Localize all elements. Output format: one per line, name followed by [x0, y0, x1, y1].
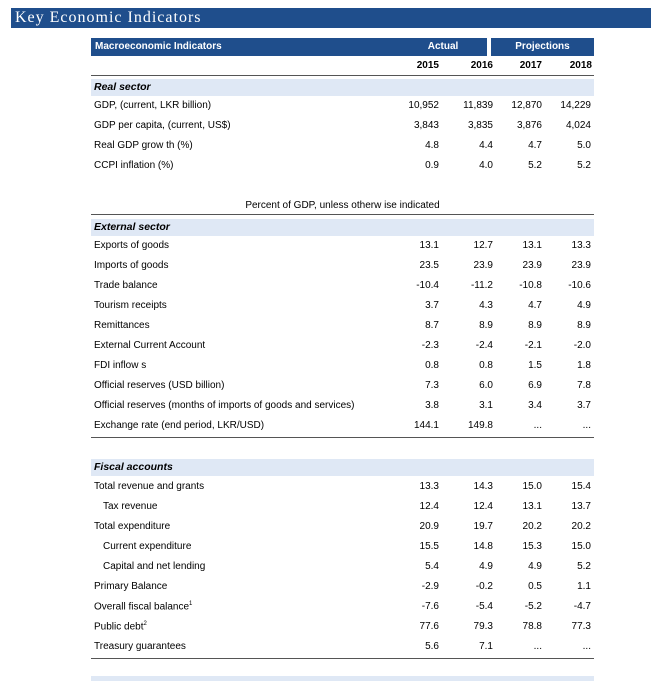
cell-2018: 4,024: [565, 120, 591, 131]
cell-2018: 1.1: [577, 581, 591, 592]
row-label-text: Total expenditure: [94, 521, 171, 532]
cell-2016: 4.3: [479, 300, 493, 311]
section-real: [91, 79, 594, 96]
cell-2018: -4.7: [573, 601, 591, 612]
header-actual: Actual: [427, 41, 459, 52]
row-label: [94, 400, 354, 411]
cell-2016: -11.2: [470, 280, 493, 291]
table-row: [91, 597, 594, 617]
cell-2018: 5.2: [577, 160, 591, 171]
year-2018: 2018: [569, 60, 592, 71]
cell-2017: -5.2: [524, 601, 542, 612]
cell-2018: ...: [582, 420, 591, 431]
cell-2018: -2.0: [573, 340, 591, 351]
cell-2017: 23.9: [522, 260, 542, 271]
cell-2015: -10.4: [416, 280, 439, 291]
table-row: [91, 376, 594, 396]
cell-2018: 15.0: [571, 541, 591, 552]
cell-2016: -2.4: [475, 340, 493, 351]
cell-2017: 13.1: [522, 240, 542, 251]
cell-2018: 13.3: [571, 240, 591, 251]
row-label: [94, 621, 147, 632]
table-row: [91, 416, 594, 436]
cell-2017: 15.0: [522, 481, 542, 492]
cell-2016: -0.2: [475, 581, 493, 592]
cell-2017: 20.2: [522, 521, 542, 532]
cell-2017: 8.9: [528, 320, 542, 331]
cell-2017: 4.9: [528, 561, 542, 572]
section-rule: [91, 658, 594, 659]
cell-2016: 149.8: [467, 420, 493, 431]
cell-2017: 0.5: [528, 581, 542, 592]
cell-2016: 4.9: [479, 561, 493, 572]
row-label: [94, 300, 167, 311]
cell-2015: 12.4: [419, 501, 439, 512]
cell-2018: 77.3: [571, 621, 591, 632]
cell-2018: 8.9: [577, 320, 591, 331]
cell-2015: 23.5: [419, 260, 439, 271]
cell-2018: 1.8: [577, 360, 591, 371]
row-label: [94, 320, 150, 331]
row-label-text: Trade balance: [94, 280, 158, 291]
cell-2015: 8.7: [425, 320, 439, 331]
row-label: [94, 380, 224, 391]
table-row: [91, 296, 594, 316]
table-row: [91, 396, 594, 416]
cell-2015: 0.9: [425, 160, 439, 171]
page-title: Key Economic Indicators: [11, 8, 651, 28]
table-row: [91, 356, 594, 376]
row-label-text: Tourism receipts: [94, 300, 167, 311]
cell-2017: 12,870: [511, 100, 542, 111]
row-label: [94, 340, 205, 351]
cell-2015: -2.3: [421, 340, 439, 351]
cell-2015: -2.9: [421, 581, 439, 592]
cell-2017: 4.7: [528, 300, 542, 311]
row-label-text: Public debt: [94, 621, 144, 633]
row-label-text: Exchange rate (end period, LKR/USD): [94, 420, 265, 431]
cell-2017: -2.1: [524, 340, 542, 351]
cell-2018: -10.6: [568, 280, 591, 291]
cell-2015: 3.7: [425, 300, 439, 311]
row-label-text: Exports of goods: [94, 240, 170, 251]
header-rule: [91, 75, 594, 76]
row-label-text: Total revenue and grants: [94, 481, 205, 492]
cell-2016: 6.0: [479, 380, 493, 391]
section-title: External sector: [94, 221, 170, 233]
row-label-text: Capital and net lending: [103, 561, 206, 572]
cell-2015: 144.1: [413, 420, 439, 431]
cell-2016: 4.4: [479, 140, 493, 151]
row-label: [94, 160, 173, 171]
row-label-text: Official reserves (USD billion): [94, 380, 225, 391]
table-row: [91, 276, 594, 296]
cell-2015: 3,843: [413, 120, 439, 131]
year-2015: 2015: [416, 60, 439, 71]
cell-2016: 79.3: [473, 621, 493, 632]
row-label: [94, 641, 186, 652]
year-2016: 2016: [470, 60, 493, 71]
cell-2018: 3.7: [577, 400, 591, 411]
table-row: [91, 637, 594, 657]
row-label-text: Primary Balance: [94, 581, 168, 592]
section-external: [91, 219, 594, 236]
row-label-text: FDI inflow s: [94, 360, 147, 371]
cell-2018: ...: [582, 641, 591, 652]
cell-2015: 13.3: [419, 481, 439, 492]
footnote-marker: 2: [143, 621, 147, 627]
footnote-marker: 1: [189, 601, 193, 607]
row-label: [103, 501, 157, 512]
header-label: Macroeconomic Indicators: [95, 41, 222, 52]
cell-2015: 15.5: [419, 541, 439, 552]
table-row: [91, 336, 594, 356]
cell-2017: 3.4: [528, 400, 542, 411]
row-label-text: Imports of goods: [94, 260, 169, 271]
row-label: [94, 581, 167, 592]
table-row: [91, 497, 594, 517]
row-label-text: GDP per capita, (current, US$): [94, 120, 231, 131]
cell-2016: 0.8: [479, 360, 493, 371]
cell-2017: -10.8: [519, 280, 542, 291]
cell-2017: 4.7: [528, 140, 542, 151]
row-label-text: External Current Account: [94, 340, 206, 351]
table-row: [91, 136, 594, 156]
row-label-text: Remittances: [94, 320, 150, 331]
cell-2018: 13.7: [571, 501, 591, 512]
cell-2017: 15.3: [522, 541, 542, 552]
year-row: [91, 58, 594, 74]
cell-2017: ...: [533, 420, 542, 431]
cell-2016: 7.1: [479, 641, 493, 652]
row-label-text: Official reserves (months of imports of goods and services): [94, 400, 355, 411]
table-row: [91, 116, 594, 136]
row-label-text: Real GDP grow th (%): [94, 140, 193, 151]
cell-2015: 0.8: [425, 360, 439, 371]
cell-2015: 10,952: [408, 100, 439, 111]
cell-2018: 14,229: [560, 100, 591, 111]
cell-2017: 6.9: [528, 380, 542, 391]
table-header: [91, 38, 594, 56]
row-label: [94, 100, 211, 111]
cell-2017: 3,876: [516, 120, 542, 131]
table-row: [91, 156, 594, 176]
row-label: [94, 240, 169, 251]
unit-note: Percent of GDP, unless otherw ise indicated: [245, 200, 440, 211]
cell-2016: 12.4: [473, 501, 493, 512]
row-label-text: GDP, (current, LKR billion): [94, 100, 212, 111]
cell-2018: 5.2: [577, 561, 591, 572]
row-label: [94, 280, 158, 291]
cell-2016: 14.3: [473, 481, 493, 492]
section-title: Real sector: [94, 81, 151, 93]
cell-2017: 1.5: [528, 360, 542, 371]
cell-2015: 4.8: [425, 140, 439, 151]
cell-2016: 23.9: [473, 260, 493, 271]
row-label-text: CCPI inflation (%): [94, 160, 174, 171]
table-row: [91, 617, 594, 637]
row-label: [94, 140, 193, 151]
section-title: Fiscal accounts: [94, 461, 173, 473]
row-label: [103, 541, 191, 552]
cell-2017: 5.2: [528, 160, 542, 171]
header-projections: Projections: [515, 41, 570, 52]
section-rule: [91, 214, 594, 215]
cell-2016: 14.8: [473, 541, 493, 552]
row-label: [103, 561, 205, 572]
cell-2016: 19.7: [473, 521, 493, 532]
cell-2018: 4.9: [577, 300, 591, 311]
section-rule: [91, 437, 594, 438]
cell-2016: 8.9: [479, 320, 493, 331]
footer-band: [91, 676, 594, 681]
section-fiscal: [91, 459, 594, 476]
cell-2016: 11,839: [463, 100, 493, 111]
cell-2018: 5.0: [577, 140, 591, 151]
cell-2016: -5.4: [475, 601, 493, 612]
cell-2015: 77.6: [419, 621, 439, 632]
cell-2015: 5.6: [425, 641, 439, 652]
row-label-text: Current expenditure: [103, 541, 192, 552]
cell-2016: 12.7: [473, 240, 493, 251]
row-label-text: Tax revenue: [103, 501, 158, 512]
cell-2015: 13.1: [419, 240, 439, 251]
cell-2018: 23.9: [571, 260, 591, 271]
cell-2017: 13.1: [522, 501, 542, 512]
row-label: [94, 120, 231, 131]
cell-2016: 4.0: [479, 160, 493, 171]
cell-2015: 20.9: [419, 521, 439, 532]
table-row: [91, 96, 594, 116]
year-2017: 2017: [519, 60, 542, 71]
cell-2015: 7.3: [425, 380, 439, 391]
table-row: [91, 236, 594, 256]
table-row: [91, 577, 594, 597]
cell-2018: 20.2: [571, 521, 591, 532]
table-row: [91, 557, 594, 577]
cell-2018: 7.8: [577, 380, 591, 391]
table-row: [91, 537, 594, 557]
table-row: [91, 477, 594, 497]
row-label: [94, 521, 170, 532]
cell-2015: 5.4: [425, 561, 439, 572]
table-row: [91, 256, 594, 276]
row-label: [94, 601, 192, 612]
cell-2015: 3.8: [425, 400, 439, 411]
cell-2016: 3.1: [479, 400, 493, 411]
cell-2017: ...: [533, 641, 542, 652]
cell-2018: 15.4: [571, 481, 591, 492]
table-row: [91, 316, 594, 336]
row-label: [94, 481, 204, 492]
row-label: [94, 260, 168, 271]
row-label-text: Treasury guarantees: [94, 641, 186, 652]
row-label: [94, 420, 264, 431]
cell-2017: 78.8: [522, 621, 542, 632]
table-row: [91, 517, 594, 537]
cell-2016: 3,835: [467, 120, 493, 131]
row-label: [94, 360, 146, 371]
cell-2015: -7.6: [421, 601, 439, 612]
row-label-text: Overall fiscal balance: [94, 601, 190, 613]
